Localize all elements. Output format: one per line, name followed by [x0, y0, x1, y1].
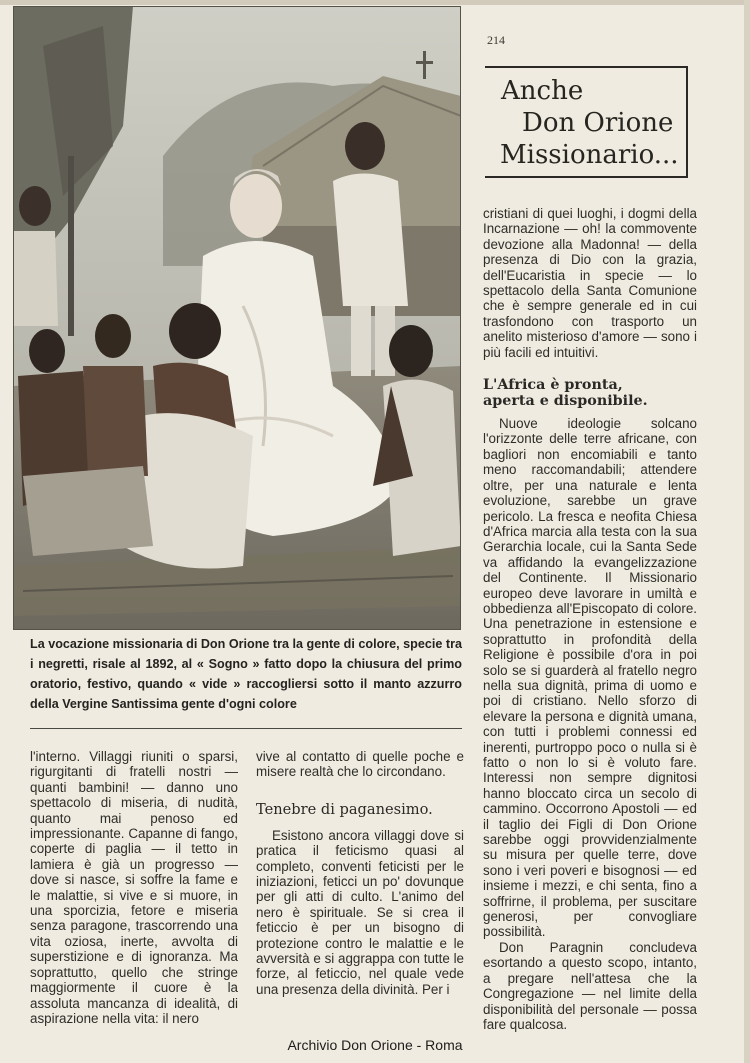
right-column-intro: cristiani di quei luoghi, i dogmi della Incarnazione — oh! la commovente devozione alla Madonna! — della presenza di Dio con la grazia, dell'Eucaristia in specie — lo spettacolo della Santa Comunione che è sempre generale ed in cui trasfondono con trasporto un anelito misterioso d'amore — sono i più facili ed intuitivi.: [483, 206, 697, 360]
scan-right-edge: [744, 0, 750, 1063]
archive-footer: Archivio Don Orione - Roma: [287, 1037, 463, 1053]
illustration-drawing: [13, 6, 461, 630]
title-line-3: Missionario...: [500, 140, 679, 170]
title-divider: [485, 176, 688, 178]
left-column: [30, 749, 238, 1026]
africa-paragraph-2: Don Paragnin concludeva esortando a questo scopo, intanto, a pregare nell'attesa che la Congregazione — nel limite della disponibilità del personale — possa fare qualcosa.: [483, 939, 697, 1032]
left-column-text: l'interno. Villaggi riuniti o sparsi, rigurgitanti di fratelli nostri — quanti bambini! — danno uno spettacolo di miseria, di nudità, quanto mai penoso ed impressionante. Capanne di fango, coperte di paglia — il tetto in lamiera è già un progresso — dove si nasce, si soffre la fame e le malattie, si vive e si muore, in una sporcizia, fetore e miseria senza paragone, trascorrendo una vita oziosa, inerte, avvolta di superstizione e di ignoranza. Ma soprattutto, quello che stringe maggiormente il cuore è la assoluta mancanza di idealità, di aspirazione nella vita: il nero: [30, 749, 238, 1026]
right-column: [483, 206, 697, 1032]
title-line-1: Anche: [501, 76, 584, 106]
middle-column-intro: vive al contatto di quelle poche e misere realtà che lo circondano.: [256, 749, 464, 780]
section-heading-paganesimo: Tenebre di paganesimo.: [256, 800, 433, 818]
scan-top-edge: [0, 0, 750, 5]
illustration-caption: La vocazione missionaria di Don Orione tra la gente di colore, specie tra i negretti, risale al 1892, al « Sogno » fatto dopo la chiusura del primo oratorio, festivo, quando « vide » raccogliersi sotto il manto azzurro della Vergine Santissima gente d'ogni colore: [30, 637, 462, 711]
title-line-2: Don Orione: [522, 108, 674, 138]
section-heading-africa-1: L'Africa è pronta,: [483, 377, 623, 394]
page-number: 214: [487, 33, 505, 47]
missionary-illustration: [13, 6, 461, 630]
paganesimo-paragraph: Esistono ancora villaggi dove si pratica il feticismo quasi al completo, conventi feticisti per le iniziazioni, feticci un po' dovunque per gli atti di culto. L'animo del nero è spirituale. Se si crea il feticcio è per un bisogno di protezione contro le malattie e le avversità e si aggrappa con tutte le forze, al feticcio, nel quale vede una presenza della divinità. Per i: [256, 827, 464, 997]
section-heading-africa-2: aperta e disponibile.: [483, 393, 648, 410]
caption-divider: [30, 728, 462, 729]
article-title-box: [485, 66, 688, 178]
middle-column: [256, 749, 464, 997]
africa-paragraph-1: Nuove ideologie solcano l'orizzonte delle terre africane, con bagliori non encomiabili e tanto meno raccomandabili; attendere oltre, per una naturale e lenta evoluzione, sarebbe un grave pericolo. La fresca e neofita Chiesa d'Africa marcia alla testa con la sua Gerarchia locale, cui la Santa Sede va affidando la evangelizzazione del Continente. Il Missionario europeo deve lavorare in umiltà e obbedienza all'Episcopato di colore. Una penetrazione in estensione e soprattutto in profondità della Religione è possibile d'ora in poi solo se si guarderà al fratello negro nella sua dignità, prima di uomo e poi di cristiano. Nello sforzo di elevare la persona e dignità umana, con tutti i problemi connessi ed inerenti, purtroppo poco o nulla si è fatto o non lo si è voluto fare. Interessi non sempre dignitosi hanno bloccato circa un secolo di cammino. Occorrono Apostoli — ed il taglio dei Figli di Don Orione sarebbe oggi provvidenzialmente su misura per quelle terre, dove sono i veri poveri e bisognosi — ed insieme i mezzi, e chi senta, fino a soffrirne, il problema, per suscitare generosi, per convogliare possibilità.: [483, 416, 697, 940]
